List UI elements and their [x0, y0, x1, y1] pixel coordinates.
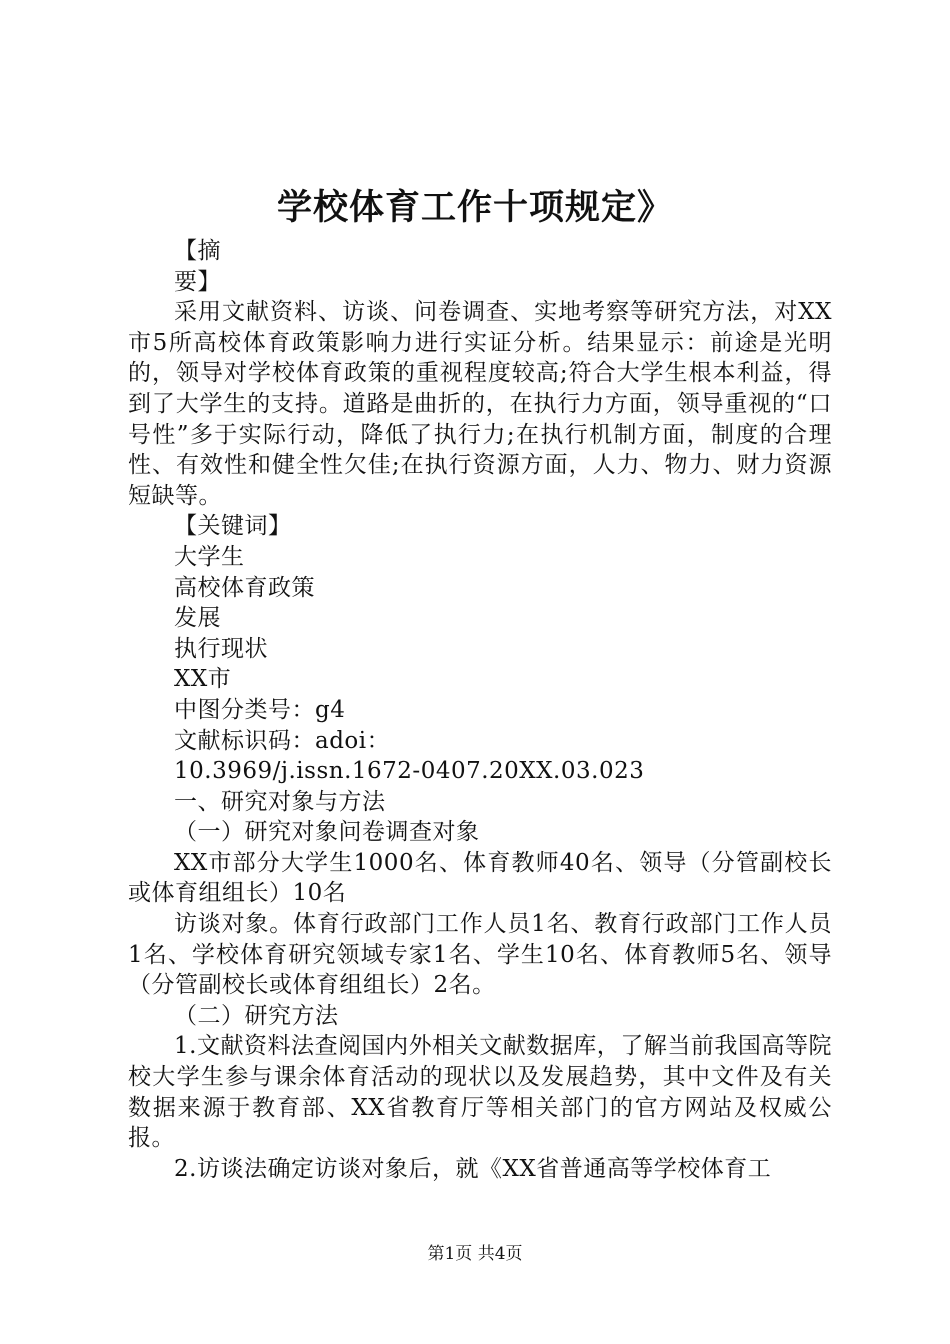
- paragraph-keyword-2: 高校体育政策: [174, 574, 315, 601]
- paragraph-survey-subjects: XX市部分大学生1000名、体育教师40名、领导（分管副校长或体育组组长）10名: [128, 849, 832, 907]
- subsection-heading-2: （二）研究方法: [174, 1002, 339, 1029]
- paragraph-document-code: 文献标识码：adoi：: [174, 727, 391, 754]
- paragraph-classification: 中图分类号：g4: [174, 696, 346, 723]
- document-title: 学校体育工作十项规定》: [276, 187, 673, 228]
- paragraph-keyword-5: XX市: [174, 666, 232, 693]
- page-footer: 第1页 共4页: [427, 1244, 523, 1264]
- paragraph-keywords-label: 【关键词】: [174, 513, 292, 540]
- subsection-heading-1: （一）研究对象问卷调查对象: [174, 819, 480, 846]
- paragraph-keyword-4: 执行现状: [174, 635, 268, 662]
- section-heading-1: 一、研究对象与方法: [174, 788, 386, 815]
- paragraph-abstract: 采用文献资料、访谈、问卷调查、实地考察等研究方法，对XX市5所高校体育政策影响力进行实证分析。结果显示：前途是光明的，领导对学校体育政策的重视程度较高;符合大学生根本利益，得到了大学生的支持。道路是曲折的，在执行力方面，领导重视的“口号性”多于实际行动，降低了执行力;在执行机制方面，制度的合理性、有效性和健全性欠佳;在执行资源方面，人力、物力、财力资源短缺等。: [128, 299, 832, 509]
- paragraph-keyword-1: 大学生: [174, 543, 245, 570]
- paragraph-method-literature: 1.文献资料法查阅国内外相关文献数据库，了解当前我国高等院校大学生参与课余体育活动的现状以及发展趋势，其中文件及有关数据来源于教育部、XX省教育厅等相关部门的官方网站及权威公报。: [128, 1033, 832, 1152]
- paragraph-abstract-label-2: 要】: [174, 268, 221, 295]
- document-body: [128, 236, 832, 1184]
- paragraph-abstract-label-1: 【摘: [174, 238, 221, 264]
- paragraph-doi: 10.3969/j.issn.1672-0407.20XX.03.023: [174, 758, 645, 785]
- paragraph-interview-subjects: 访谈对象。体育行政部门工作人员1名、教育行政部门工作人员1名、学校体育研究领域专家1名、学生10名、体育教师5名、领导（分管副校长或体育组组长）2名。: [128, 911, 832, 999]
- paragraph-method-interview: 2.访谈法确定访谈对象后，就《XX省普通高等学校体育工: [174, 1155, 772, 1182]
- paragraph-keyword-3: 发展: [174, 605, 221, 632]
